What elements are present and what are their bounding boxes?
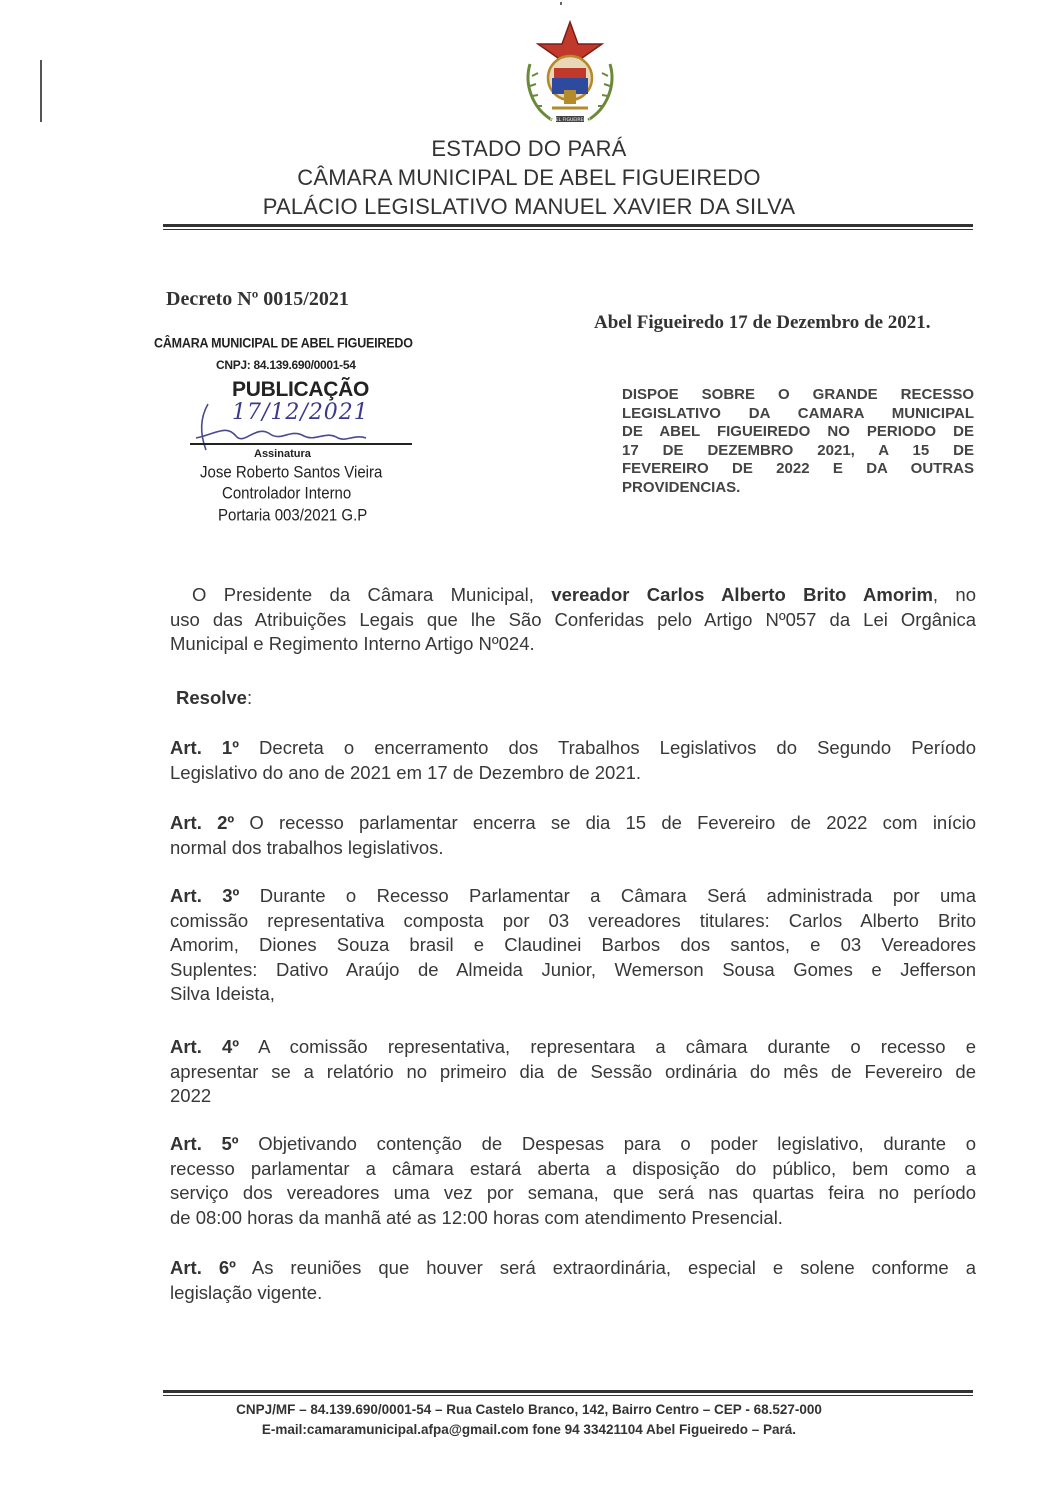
intro-line bbox=[170, 583, 976, 608]
decree-summary bbox=[622, 386, 974, 497]
scan-speck bbox=[560, 2, 562, 5]
article-line bbox=[170, 1035, 976, 1060]
stamp-org: CÂMARA MUNICIPAL DE ABEL FIGUEIREDO bbox=[154, 335, 413, 351]
article-line bbox=[170, 1256, 976, 1281]
intro-text: , no bbox=[932, 584, 976, 605]
header-divider bbox=[163, 224, 973, 227]
header-palace: PALÁCIO LEGISLATIVO MANUEL XAVIER DA SILVA bbox=[262, 194, 796, 219]
summary-line: FEVEREIRO DE 2022 E DA OUTRAS bbox=[622, 460, 974, 477]
footer-address: CNPJ/MF – 84.139.690/0001-54 – Rua Castelo Branco, 142, Bairro Centro – CEP - 68.527-000 bbox=[236, 1401, 822, 1418]
intro-line: Municipal e Regimento Interno Artigo Nº024. bbox=[170, 633, 535, 654]
article-line: Amorim, Diones Souza brasil e Claudinei Barbos dos santos, e 03 Vereadores bbox=[170, 934, 976, 955]
article-label: Art. 2º bbox=[170, 812, 235, 833]
article-label: Art. 5º bbox=[170, 1133, 239, 1154]
decree-number: Decreto Nº 0015/2021 bbox=[166, 288, 349, 310]
footer-contact: E-mail:camaramunicipal.afpa@gmail.com fone 94 33421104 Abel Figueiredo – Pará. bbox=[261, 1421, 797, 1438]
article-text: Objetivando contenção de Despesas para o poder legislativo, durante o bbox=[238, 1133, 977, 1154]
summary-line: DISPOE SOBRE O GRANDE RECESSO bbox=[622, 386, 974, 403]
article-line: de 08:00 horas da manhã até as 12:00 horas com atendimento Presencial. bbox=[170, 1206, 783, 1228]
scan-margin-mark bbox=[40, 60, 42, 122]
article-label: Art. 6º bbox=[170, 1257, 236, 1278]
article-1 bbox=[170, 736, 976, 785]
article-line: apresentar se a relatório no primeiro dia de Sessão ordinária do mês de Fevereiro de bbox=[170, 1060, 976, 1082]
article-line bbox=[170, 1132, 976, 1157]
article-line: Legislativo do ano de 2021 em 17 de Dezembro de 2021. bbox=[170, 761, 642, 783]
article-4 bbox=[170, 1035, 976, 1109]
article-label: Art. 3º bbox=[170, 885, 240, 906]
article-line: 2022 bbox=[170, 1085, 212, 1106]
signature-icon bbox=[186, 394, 416, 456]
article-text: Decreta o encerramento dos Trabalhos Legislativos do Segundo Período bbox=[238, 737, 977, 758]
header-divider-thin bbox=[163, 229, 973, 230]
article-text: As reuniões que houver será extraordinária, especial e solene conforme a bbox=[235, 1257, 976, 1278]
article-label: Art. 1º bbox=[170, 737, 239, 758]
article-text: A comissão representativa, representara a câmara durante o recesso e bbox=[239, 1036, 976, 1057]
president-name: vereador Carlos Alberto Brito Amorim bbox=[551, 584, 933, 605]
summary-line: DE ABEL FIGUEIREDO NO PERIODO DE bbox=[622, 423, 974, 440]
article-2 bbox=[170, 811, 976, 860]
footer-divider bbox=[163, 1390, 973, 1393]
place-date: Abel Figueiredo 17 de Dezembro de 2021. bbox=[594, 312, 931, 333]
stamp-title: PUBLICAÇÃO bbox=[232, 378, 369, 401]
article-line bbox=[170, 884, 976, 909]
crest-label: ABEL FIGUEIREDO bbox=[549, 118, 591, 123]
article-3 bbox=[170, 884, 976, 1007]
article-text: O recesso parlamentar encerra se dia 15 de Fevereiro de 2022 com início bbox=[234, 812, 977, 833]
article-6 bbox=[170, 1256, 976, 1305]
article-line: legislação vigente. bbox=[170, 1281, 323, 1303]
header-chamber: CÂMARA MUNICIPAL DE ABEL FIGUEIREDO bbox=[297, 165, 761, 190]
article-line: serviço dos vereadores uma vez por semana, que será nas quartas feira no período bbox=[170, 1182, 976, 1203]
footer-divider-thin bbox=[163, 1395, 973, 1396]
header-state: ESTADO DO PARÁ bbox=[431, 136, 627, 161]
article-line: Silva Ideista, bbox=[170, 983, 275, 1004]
intro-line: uso das Atribuições Legais que lhe São Conferidas pelo Artigo Nº057 da Lei Orgânica bbox=[170, 608, 976, 630]
stamp-date: 17/12/2021 bbox=[232, 400, 369, 425]
stamp-name: Jose Roberto Santos Vieira bbox=[200, 463, 383, 482]
stamp-role: Controlador Interno bbox=[222, 484, 352, 503]
article-5 bbox=[170, 1132, 976, 1230]
article-line: Suplentes: Dativo Araújo de Almeida Junior, Wemerson Sousa Gomes e Jefferson bbox=[170, 958, 976, 980]
resolve-word: Resolve bbox=[176, 687, 247, 708]
stamp-portaria: Portaria 003/2021 G.P bbox=[218, 506, 368, 525]
article-label: Art. 4º bbox=[170, 1036, 240, 1057]
article-line bbox=[170, 736, 976, 761]
municipal-crest-icon bbox=[522, 20, 618, 132]
article-line bbox=[170, 811, 976, 836]
intro-text: O Presidente da Câmara Municipal, bbox=[192, 584, 552, 605]
article-line: recesso parlamentar a câmara estará aberta a disposição do público, bem como a bbox=[170, 1157, 976, 1179]
summary-line: 17 DE DEZEMBRO 2021, A 15 DE bbox=[622, 441, 974, 459]
article-line: normal dos trabalhos legislativos. bbox=[170, 836, 444, 858]
stamp-signature-label: Assinatura bbox=[254, 448, 311, 460]
resolve-heading bbox=[176, 687, 252, 709]
article-line: comissão representativa composta por 03 vereadores titulares: Carlos Alberto Brito bbox=[170, 909, 976, 931]
summary-line: PROVIDENCIAS. bbox=[622, 478, 741, 496]
resolve-colon: : bbox=[246, 687, 253, 708]
article-text: Durante o Recesso Parlamentar a Câmara Será administrada por uma bbox=[239, 885, 976, 906]
intro-paragraph bbox=[170, 583, 976, 657]
stamp-cnpj: CNPJ: 84.139.690/0001-54 bbox=[216, 358, 356, 372]
summary-line: LEGISLATIVO DA CAMARA MUNICIPAL bbox=[622, 404, 974, 422]
